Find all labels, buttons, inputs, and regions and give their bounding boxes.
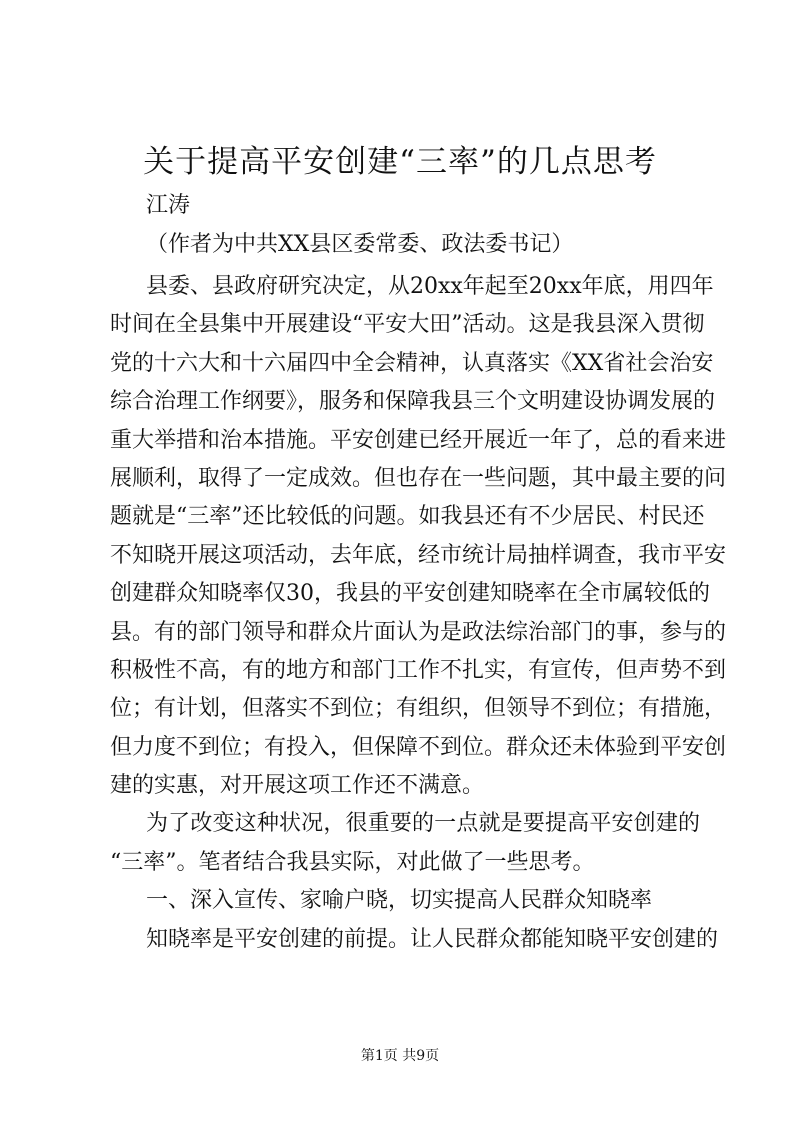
paragraph-1-line-8: 不知晓开展这项活动，去年底，经市统计局抽样调查，我市平安 — [110, 542, 727, 568]
paragraph-1-line-6: 展顺利，取得了一定成效。但也存在一些问题，其中最主要的问 — [110, 465, 727, 491]
body-text — [110, 268, 727, 959]
paragraph-1-line-13: 但力度不到位；有投入，但保障不到位。群众还未体验到平安创 — [110, 734, 727, 760]
document-title: 关于提高平安创建“三率”的几点思考 — [143, 144, 657, 180]
paragraph-1-line-4: 综合治理工作纲要》，服务和保障我县三个文明建设协调发展的 — [110, 389, 716, 415]
paragraph-1-line-1: 县委、县政府研究决定，从20xx年起至20xx年底，用四年 — [146, 274, 714, 299]
author-note: （作者为中共XX县区委常委、政法委书记） — [146, 232, 574, 257]
paragraph-1-line-7: 题就是“三率”还比较低的问题。如我县还有不少居民、村民还 — [110, 504, 705, 530]
paragraph-2-line-2: “三率”。笔者结合我县实际，对此做了一些思考。 — [110, 849, 595, 875]
author-name: 江涛 — [146, 193, 191, 218]
paragraph-1-line-11: 积极性不高，有的地方和部门工作不扎实，有宣传，但声势不到 — [110, 657, 727, 683]
section-heading-1: 一、深入宣传、家喻户晓，切实提高人民群众知晓率 — [146, 888, 653, 914]
paragraph-1-line-12: 位；有计划，但落实不到位；有组织，但领导不到位；有措施， — [110, 696, 727, 722]
paragraph-1-line-10: 县。有的部门领导和群众片面认为是政法综治部门的事，参与的 — [110, 619, 727, 645]
paragraph-1-line-3: 党的十六大和十六届四中全会精神，认真落实《XX省社会治安 — [110, 350, 714, 376]
paragraph-1-line-2: 时间在全县集中开展建设“平安大田”活动。这是我县深入贯彻 — [110, 312, 705, 338]
paragraph-1-line-5: 重大举措和治本措施。平安创建已经开展近一年了，总的看来进 — [110, 427, 727, 453]
paragraph-1-line-14: 建的实惠，对开展这项工作还不满意。 — [110, 773, 485, 799]
page-number: 第1页 共9页 — [360, 1048, 440, 1064]
paragraph-3-line-1: 知晓率是平安创建的前提。让人民群众都能知晓平安创建的 — [146, 926, 719, 952]
paragraph-2-line-1: 为了改变这种状况，很重要的一点就是要提高平安创建的 — [146, 811, 700, 837]
paragraph-1-line-9: 创建群众知晓率仅30，我县的平安创建知晓率在全市属较低的 — [110, 581, 710, 607]
